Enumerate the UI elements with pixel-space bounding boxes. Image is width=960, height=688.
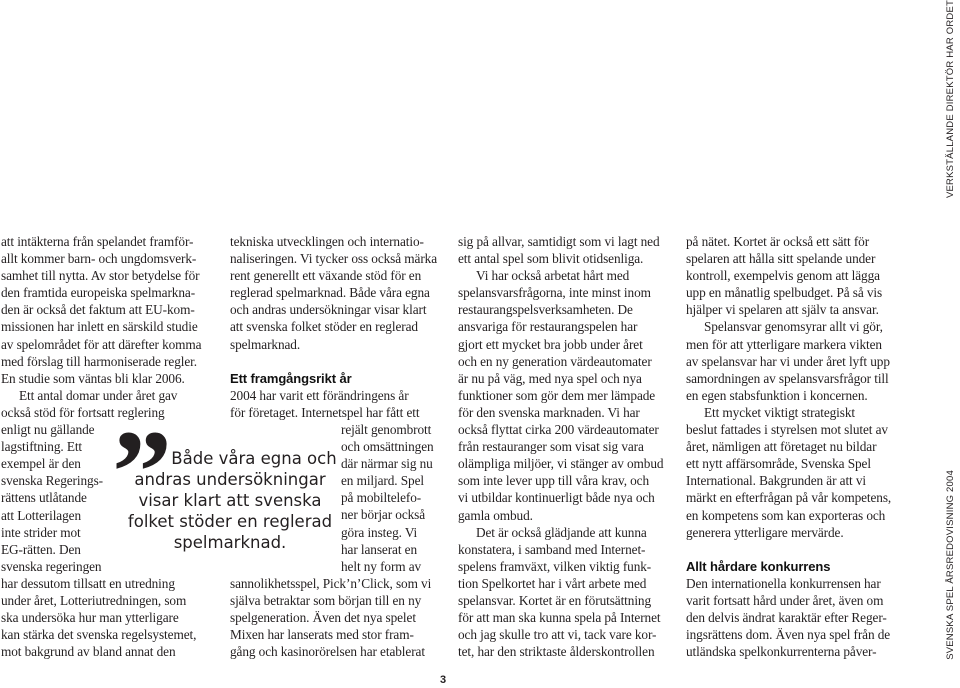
text-line: beslut fattades i styrelsen mot slutet av	[686, 422, 888, 438]
text-line: tekniska utvecklingen och internatio-	[230, 234, 424, 249]
text-line: rättens utlåtande	[1, 490, 87, 506]
text-line: svenska Regerings-	[1, 473, 103, 489]
text-line: Mixen har lanserats med stor fram-	[230, 627, 414, 643]
text-column-2	[230, 233, 445, 660]
text-line: spelaren att hålla sitt spelande under	[686, 251, 876, 267]
text-line: men för att ytterligare markera vikten	[686, 336, 882, 352]
paragraph	[458, 524, 673, 661]
text-line: har lanserat en	[341, 541, 418, 557]
text-line: och jag skulle tro att vi, tack vare kor-	[458, 627, 657, 643]
text-line: allt kommer barn- och ungdomsverk-	[1, 251, 197, 267]
text-line: upp en månatlig spelbudget. På så vis	[686, 285, 883, 301]
text-line: själva betraktar som början till en ny	[230, 592, 422, 608]
text-line: kan stärka det svenska regelsystemet,	[1, 627, 197, 643]
text-line: den framtida europeiska spelmarkna-	[1, 285, 196, 301]
text-line: och en ny generation värdeautomater	[458, 353, 652, 369]
text-line: ett antal spel som blivit otidsenliga.	[458, 251, 644, 267]
quote-mark-icon: ”	[112, 405, 158, 538]
text-line: ett nytt affärsområde, Svenska Spel	[686, 456, 871, 472]
text-line: hjälper vi spelaren att själv ta ansvar.	[686, 302, 879, 318]
text-line: lagstiftning. Ett	[1, 439, 83, 455]
quote-line: spelmarknad.	[173, 533, 287, 552]
text-line: den delvis ändrat karaktär efter Reger-	[686, 609, 887, 625]
text-line: tet, har den striktaste ålderskontrollen	[458, 644, 655, 660]
text-line: göra insteg. Vi	[341, 524, 418, 540]
text-line: inte strider mot	[1, 524, 81, 540]
text-line: olämpliga miljöer, vi stänger av ombud	[458, 456, 664, 472]
page-number: 3	[440, 674, 447, 686]
text-line: reglerad spelmarknad. Både våra egna	[230, 285, 430, 301]
text-line: att svenska folket stöder en reglerad	[230, 319, 418, 335]
text-line: spelgeneration. Även det nya spelet	[230, 609, 416, 625]
section-heading: Ett framgångsrikt år	[230, 370, 352, 386]
text-line: är nu på väg, med nya spel och nya	[458, 370, 642, 386]
text-line: året, nämligen att företaget nu bildar	[686, 439, 877, 455]
text-line: Ett mycket viktigt strategiskt	[704, 404, 855, 420]
report-label: SVENSKA SPEL ÅRSREDOVISNING 2004	[945, 470, 956, 660]
paragraph	[458, 267, 673, 523]
text-line: utländska spelkonkurrenterna påver-	[686, 644, 877, 660]
text-line: En studie som väntas bli klar 2006.	[1, 370, 185, 386]
text-line: ansvariga för restaurangspelen har	[458, 319, 638, 335]
text-line: ska undersöka hur man ytterligare	[1, 610, 179, 626]
text-column-3	[458, 233, 673, 660]
text-line: kontroll, exempelvis genom att lägga	[686, 268, 880, 284]
text-line: spelansvar. Kortet är en förutsättning	[458, 592, 652, 608]
text-line: sannolikhetsspel, Pick’n’Click, som vi	[230, 575, 432, 591]
pull-quote	[110, 448, 350, 553]
text-line: och andras undersökningar visar klart	[230, 302, 427, 318]
paragraph	[686, 233, 901, 318]
paragraph	[686, 318, 901, 403]
text-line: tion Spelkortet har i vårt arbete med	[458, 575, 647, 591]
section-label: VERKSTÄLLANDE DIREKTÖR HAR ORDET	[945, 0, 956, 199]
text-line: naliseringen. Vi tycker oss också märka	[230, 251, 438, 267]
text-line: har dessutom tillsatt en utredning	[1, 575, 175, 591]
text-column-1	[1, 233, 213, 660]
text-line: exempel är den	[1, 456, 81, 472]
text-line: ner börjar också	[341, 507, 426, 523]
text-line: 2004 har varit ett förändringens år	[230, 387, 409, 403]
text-line: också flyttat cirka 200 värdeautomater	[458, 422, 659, 438]
paragraph	[1, 233, 213, 387]
text-line: vi utbildar kontinuerligt både nya och	[458, 490, 655, 506]
text-line: från restauranger som visat sig vara	[458, 439, 644, 455]
paragraph	[686, 404, 901, 541]
text-line: sig på allvar, samtidigt som vi lagt ned	[458, 234, 660, 249]
text-line: märkt en efterfrågan på vår kompetens,	[686, 490, 892, 506]
quote-line: folket stöder en reglerad	[127, 512, 333, 531]
quote-line: visar klart att svenska	[138, 491, 322, 510]
text-line: att intäkterna från spelandet framför-	[1, 234, 194, 249]
text-line: att Lotterilagen	[1, 507, 81, 523]
text-line: spelens framväxt, vilken viktig funk-	[458, 558, 652, 574]
text-line: spelansvarsfrågorna, inte minst inom	[458, 285, 651, 301]
text-line: ingsrättens dom. Även nya spel från de	[686, 627, 891, 643]
text-line: under året, Lotteriutredningen, som	[1, 592, 187, 608]
text-line: enligt nu gällande	[1, 422, 95, 438]
paragraph	[230, 233, 445, 353]
text-line: för att man ska kunna spela på Internet	[458, 610, 661, 626]
text-line: missionen har inlett en särskild studie	[1, 319, 198, 335]
text-line: av spelområdet för att därefter komma	[1, 336, 202, 352]
text-line: rent generellt ett växande stöd för en	[230, 268, 422, 284]
text-line: med förslag till harmoniserade regler.	[1, 353, 197, 369]
text-line: Vi har också arbetat hårt med	[476, 268, 630, 284]
quote-line: andras undersökningar	[134, 470, 326, 489]
text-line: mot bakgrund av bland annat den	[1, 644, 176, 660]
text-line: konstatera, i samband med Internet-	[458, 541, 646, 557]
text-line: en miljard. Spel	[341, 473, 424, 489]
text-column-4	[686, 233, 901, 660]
text-line: för den svenska marknaden. Vi har	[458, 404, 640, 420]
quote-line: Både våra egna och	[171, 449, 337, 468]
text-line: spelmarknad.	[230, 336, 301, 352]
text-line: International. Bakgrunden är att vi	[686, 473, 867, 489]
text-line: Ett antal domar under året gav	[19, 387, 178, 403]
text-line: svenska regeringen	[1, 558, 102, 574]
paragraph	[458, 233, 673, 267]
text-line: för företaget. Internetspel har fått ett	[230, 404, 420, 420]
text-line: generera ytterligare mervärde.	[686, 524, 844, 540]
text-line: den är också det faktum att EU-kom-	[1, 302, 195, 318]
text-line: funktioner som gör dem mer lämpade	[458, 387, 656, 403]
text-line: EG-rätten. Den	[1, 541, 81, 557]
text-line: gjort ett mycket bra jobb under året	[458, 336, 643, 352]
text-line: Det är också glädjande att kunna	[476, 524, 647, 540]
text-line: samhet till nytta. Av stor betydelse för	[1, 268, 200, 284]
text-line: gång och kasinorörelsen har etablerat	[230, 644, 425, 660]
text-line: en kompetens som kan exporteras och	[686, 507, 886, 523]
text-line: på mobiltelefo-	[341, 490, 422, 506]
text-line: av spelansvar har vi under året lyft upp	[686, 353, 890, 369]
text-line: varit fortsatt hård under året, även om	[686, 592, 884, 608]
text-line: rejält genombrott	[341, 421, 432, 437]
text-line: på nätet. Kortet är också ett sätt för	[686, 234, 870, 249]
text-line: och omsättningen	[341, 439, 434, 455]
text-line: också stöd för fortsatt reglering	[1, 404, 165, 420]
text-line: helt ny form av	[341, 558, 422, 574]
text-line: samordningen av spelansvarsfrågor till	[686, 370, 889, 386]
paragraph	[686, 575, 901, 660]
text-line: gamla ombud.	[458, 507, 533, 523]
text-line: som inte lever upp till våra krav, och	[458, 473, 650, 489]
text-line: Spelansvar genomsyrar allt vi gör,	[704, 319, 883, 335]
section-heading: Allt hårdare konkurrens	[686, 558, 831, 574]
text-line: Den internationella konkurrensen har	[686, 575, 881, 591]
text-line: där närmar sig nu	[341, 456, 433, 472]
text-line: restaurangspelsverksamheten. De	[458, 302, 633, 318]
text-line: en egen stabsfunktion i koncernen.	[686, 387, 868, 403]
